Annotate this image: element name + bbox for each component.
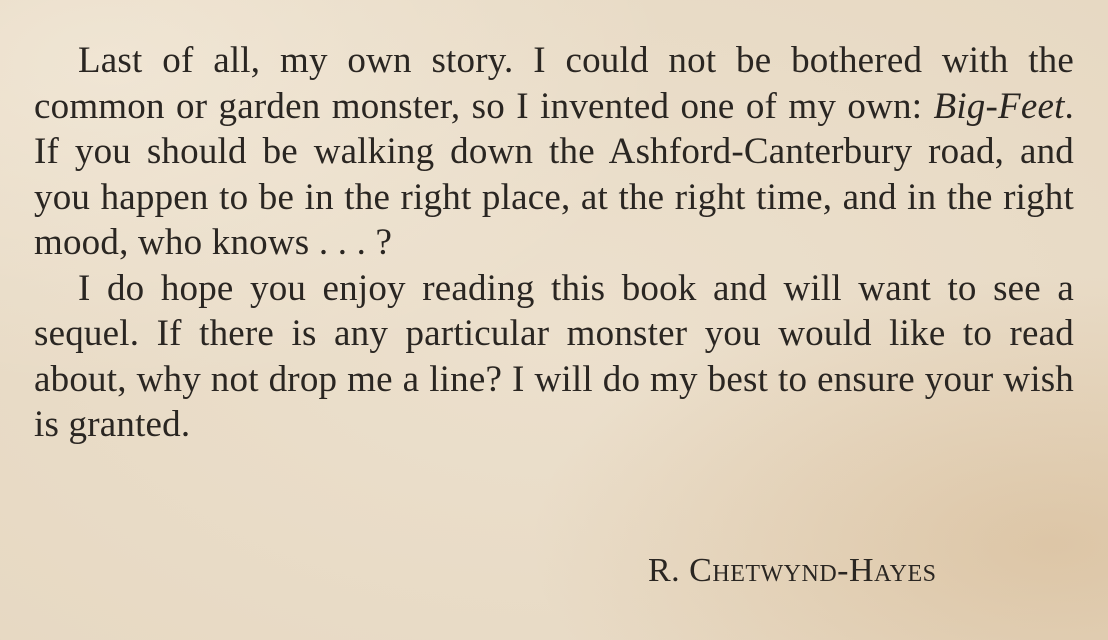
paragraph-1 [34, 38, 1074, 266]
book-title-emphasis: Big-Feet [933, 85, 1065, 127]
paragraph-2: I do hope you enjoy reading this book and will want to see a sequel. If there is any particular monster you would like to read about, why not drop me a line? I will do my best to ensure your wish is granted. [34, 267, 1074, 445]
paragraph-1-text-end: . If you should be walking down the Ashford-Canterbury road, and you happen to be in the right place, at the right time, and in the right mood, who knows . . . ? [34, 85, 1074, 263]
author-signature: R. Chetwynd-Hayes [648, 552, 937, 589]
paragraph-1-text-start: Last of all, my own story. I could not be bothered with the common or garden monster, so I invented one of my own: [34, 40, 1074, 127]
body-text [34, 38, 1074, 448]
